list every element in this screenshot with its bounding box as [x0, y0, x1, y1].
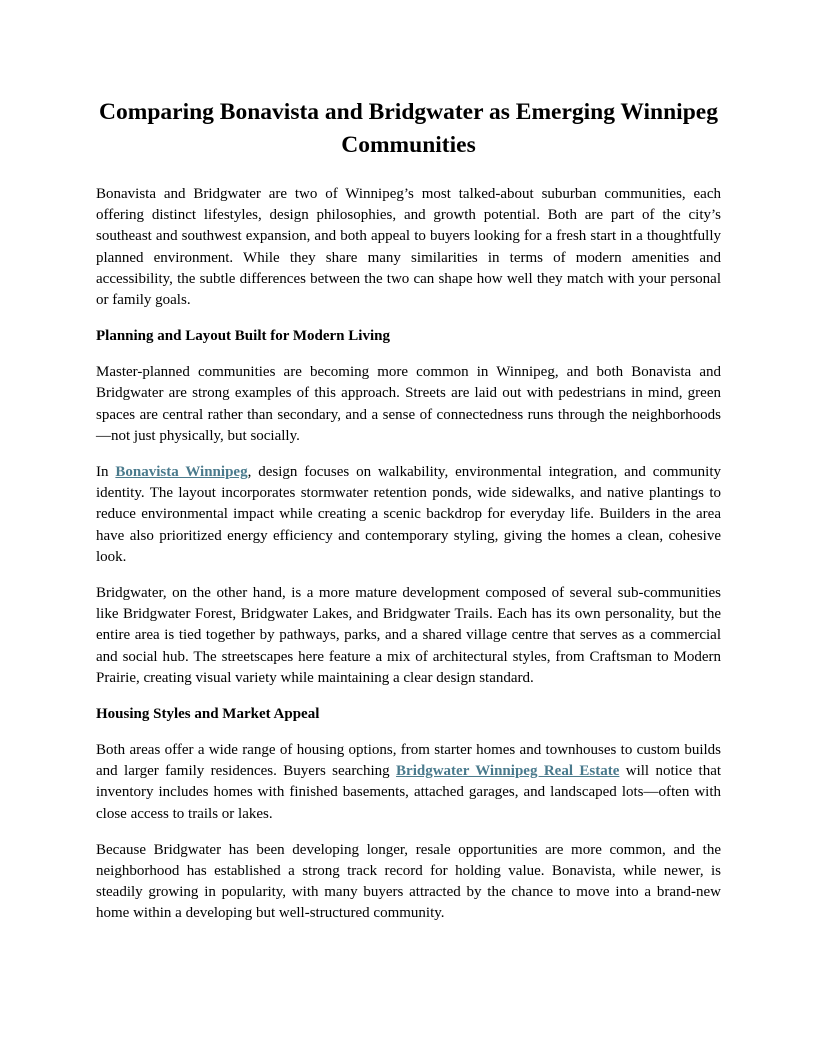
intro-paragraph: Bonavista and Bridgwater are two of Winnipeg’s most talked-about suburban communities, each offering distinct lifestyles, design philosophies, and growth potential. Both are part of the city’s southeast and southwest expansion, and both appeal to buyers looking for a fresh start in a thoughtfully planned environment. While they share many similarities in terms of modern amenities and accessibility, the subtle differences between the two can shape how well they match with your personal or family goals. [96, 186, 721, 309]
planning-paragraph-3: Bridgwater, on the other hand, is a more mature development composed of several sub-communities like Bridgwater Forest, Bridgwater Lakes, and Bridgwater Trails. Each has its own personality, but the entire area is tied together by pathways, parks, and a shared village centre that serves as a commercial and social hub. The streetscapes here feature a mix of architectural styles, from Craftsman to Modern Prairie, creating visual variety while maintaining a clear design standard. [96, 585, 721, 686]
bonavista-winnipeg-link[interactable]: Bonavista Winnipeg [115, 464, 248, 481]
document-page [96, 96, 721, 940]
paragraph-text: Both areas offer a wide range of housing options, from starter homes and townhouses to custom builds and larger family residences. Buyers searching [96, 742, 721, 780]
housing-paragraph-1 [96, 740, 721, 825]
bridgwater-real-estate-link[interactable]: Bridgwater Winnipeg Real Estate [396, 763, 620, 780]
section-heading-housing: Housing Styles and Market Appeal [96, 706, 320, 723]
section-heading-planning: Planning and Layout Built for Modern Living [96, 328, 390, 345]
planning-paragraph-2 [96, 462, 721, 568]
paragraph-text: will notice that inventory includes homes with finished basements, attached garages, and landscaped lots—often with close access to trails or lakes. [96, 763, 722, 822]
paragraph-text: In [96, 464, 116, 481]
housing-paragraph-2: Because Bridgwater has been developing longer, resale opportunities are more common, and the neighborhood has established a strong track record for holding value. Bonavista, while newer, is steadily growing in popularity, with many buyers attracted by the chance to move into a brand-new home within a developing but well-structured community. [96, 841, 721, 922]
page-title: Comparing Bonavista and Bridgwater as Emerging Winnipeg Communities [99, 99, 718, 158]
paragraph-text: , design focuses on walkability, environmental integration, and community identity. The layout incorporates stormwater retention ponds, wide sidewalks, and native plantings to reduce environmental impact while creating a scenic backdrop for everyday life. Builders in the area have also prioritized energy efficiency and contemporary styling, giving the homes a clean, cohesive look. [96, 464, 722, 565]
planning-paragraph-1: Master-planned communities are becoming more common in Winnipeg, and both Bonavista and Bridgwater are strong examples of this approach. Streets are laid out with pedestrians in mind, green spaces are central rather than secondary, and a sense of connectedness runs through the neighborhoods—not just physically, but socially. [96, 364, 721, 444]
